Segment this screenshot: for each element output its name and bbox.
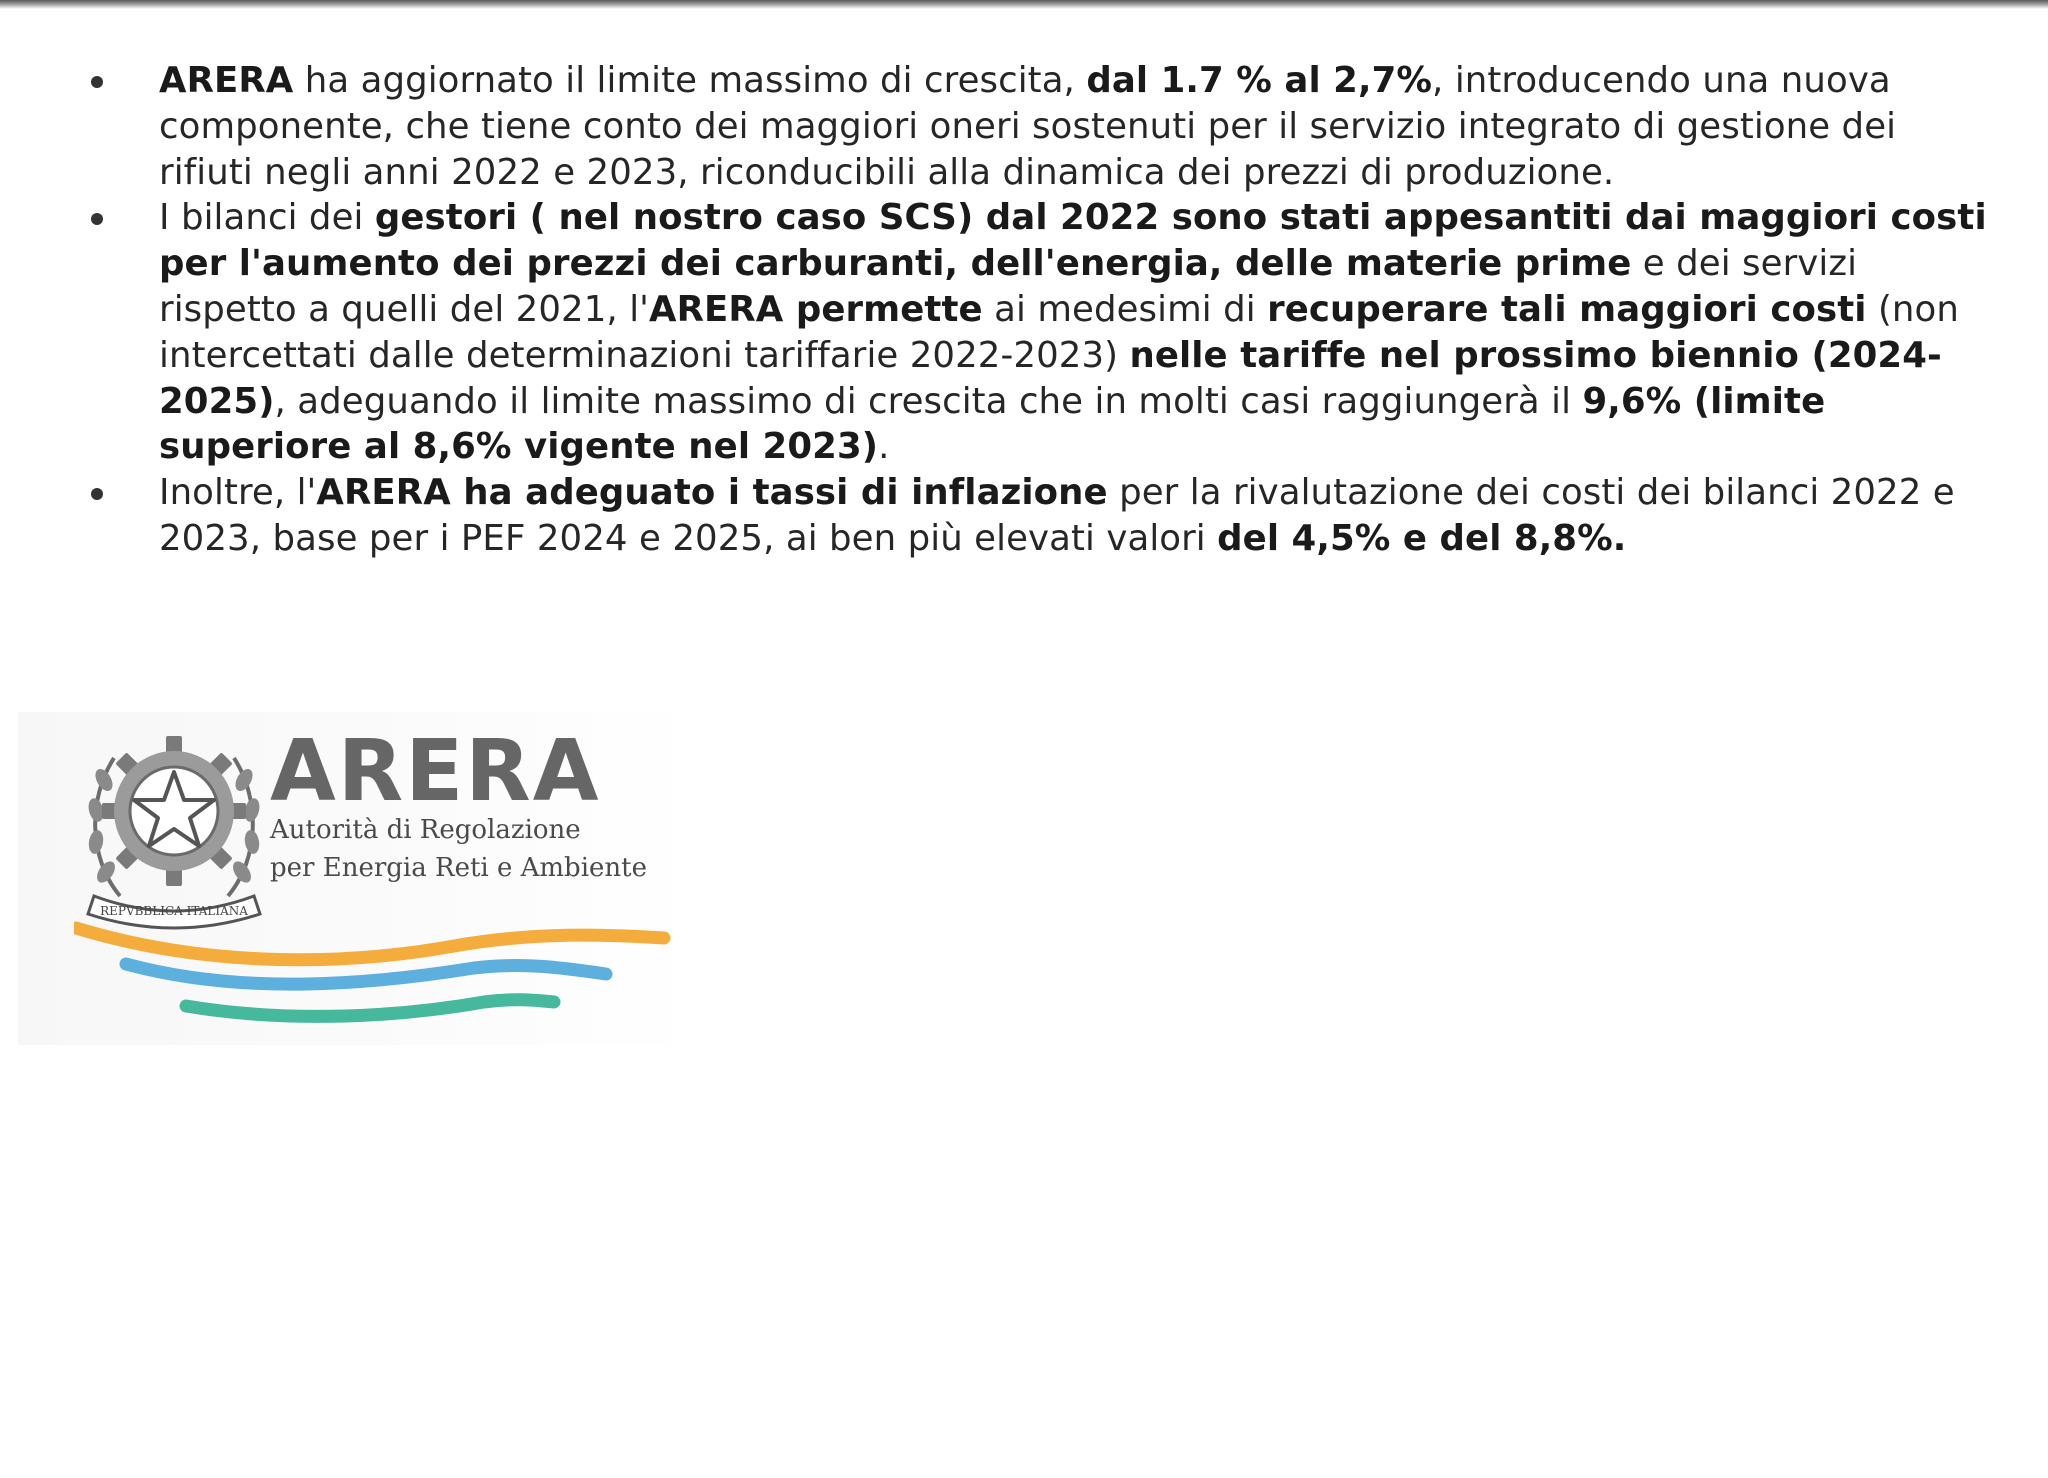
bold-text: dal 1.7 % al 2,7% bbox=[1086, 60, 1433, 101]
scan-top-edge bbox=[0, 0, 2048, 9]
logo-waves bbox=[74, 912, 674, 1032]
bullet-item bbox=[159, 195, 1999, 470]
text-run: I bilanci dei bbox=[159, 197, 375, 239]
text-run: e dei servizi rispetto a quelli del 2021, l' bbox=[159, 243, 1858, 330]
text-run: . bbox=[878, 426, 890, 468]
arera-logo bbox=[18, 712, 700, 1045]
emblem-of-italy-icon bbox=[74, 718, 274, 930]
bold-text: del 4,5% e del 8,8%. bbox=[1217, 517, 1627, 559]
wave-green bbox=[186, 1000, 554, 1017]
logo-name: ARERA bbox=[270, 722, 601, 821]
text-run: ai medesimi di bbox=[982, 288, 1268, 330]
emblem-ribbon-text: REPVBBLICA ITALIANA bbox=[100, 904, 248, 918]
text-run: , introducendo una nuova componente, che tiene conto dei maggiori oneri sostenuti per il servizio integrato di gestione dei rifiuti negli anni 2022 e 2023, riconducibili alla dinamica dei prezzi di produzione. bbox=[159, 60, 1897, 193]
bold-text: gestori ( nel nostro caso SCS) dal 2022 sono stati appesantiti dai maggiori costi per l'aumento dei prezzi dei carburanti, dell'energia, delle materie prime bbox=[159, 197, 1987, 285]
text-run: ha aggiornato il limite massimo di crescita, bbox=[293, 60, 1087, 101]
bold-text: nelle tariffe nel prossimo biennio (2024-2025) bbox=[159, 334, 1942, 422]
logo-subtitle-line-1: Autorità di Regolazione bbox=[270, 815, 581, 845]
wave-blue bbox=[126, 964, 606, 984]
text-run: (non intercettati dalle determinazioni tariffarie 2022-2023) bbox=[159, 288, 1959, 376]
wave-orange bbox=[76, 928, 664, 960]
bold-text: recuperare tali maggiori costi bbox=[1267, 288, 1867, 330]
bullet-item bbox=[159, 470, 1999, 562]
bold-text: ARERA bbox=[159, 60, 294, 101]
text-run: Inoltre, l' bbox=[159, 472, 317, 514]
text-run: per la rivalutazione dei costi dei bilanci 2022 e 2023, base per i PEF 2024 e 2025, ai ben più elevati valori bbox=[159, 472, 1955, 559]
bold-text: ARERA ha adeguato i tassi di inflazione bbox=[316, 472, 1108, 514]
bold-text: 9,6% (limite superiore al 8,6% vigente nel 2023) bbox=[159, 380, 1826, 468]
bold-text: ARERA permette bbox=[649, 288, 983, 330]
bullet-list bbox=[159, 58, 1999, 562]
logo-subtitle-line-2: per Energia Reti e Ambiente bbox=[270, 853, 647, 883]
text-run: , adeguando il limite massimo di crescita che in molti casi raggiungerà il bbox=[274, 380, 1583, 422]
bullet-item bbox=[159, 58, 1999, 195]
